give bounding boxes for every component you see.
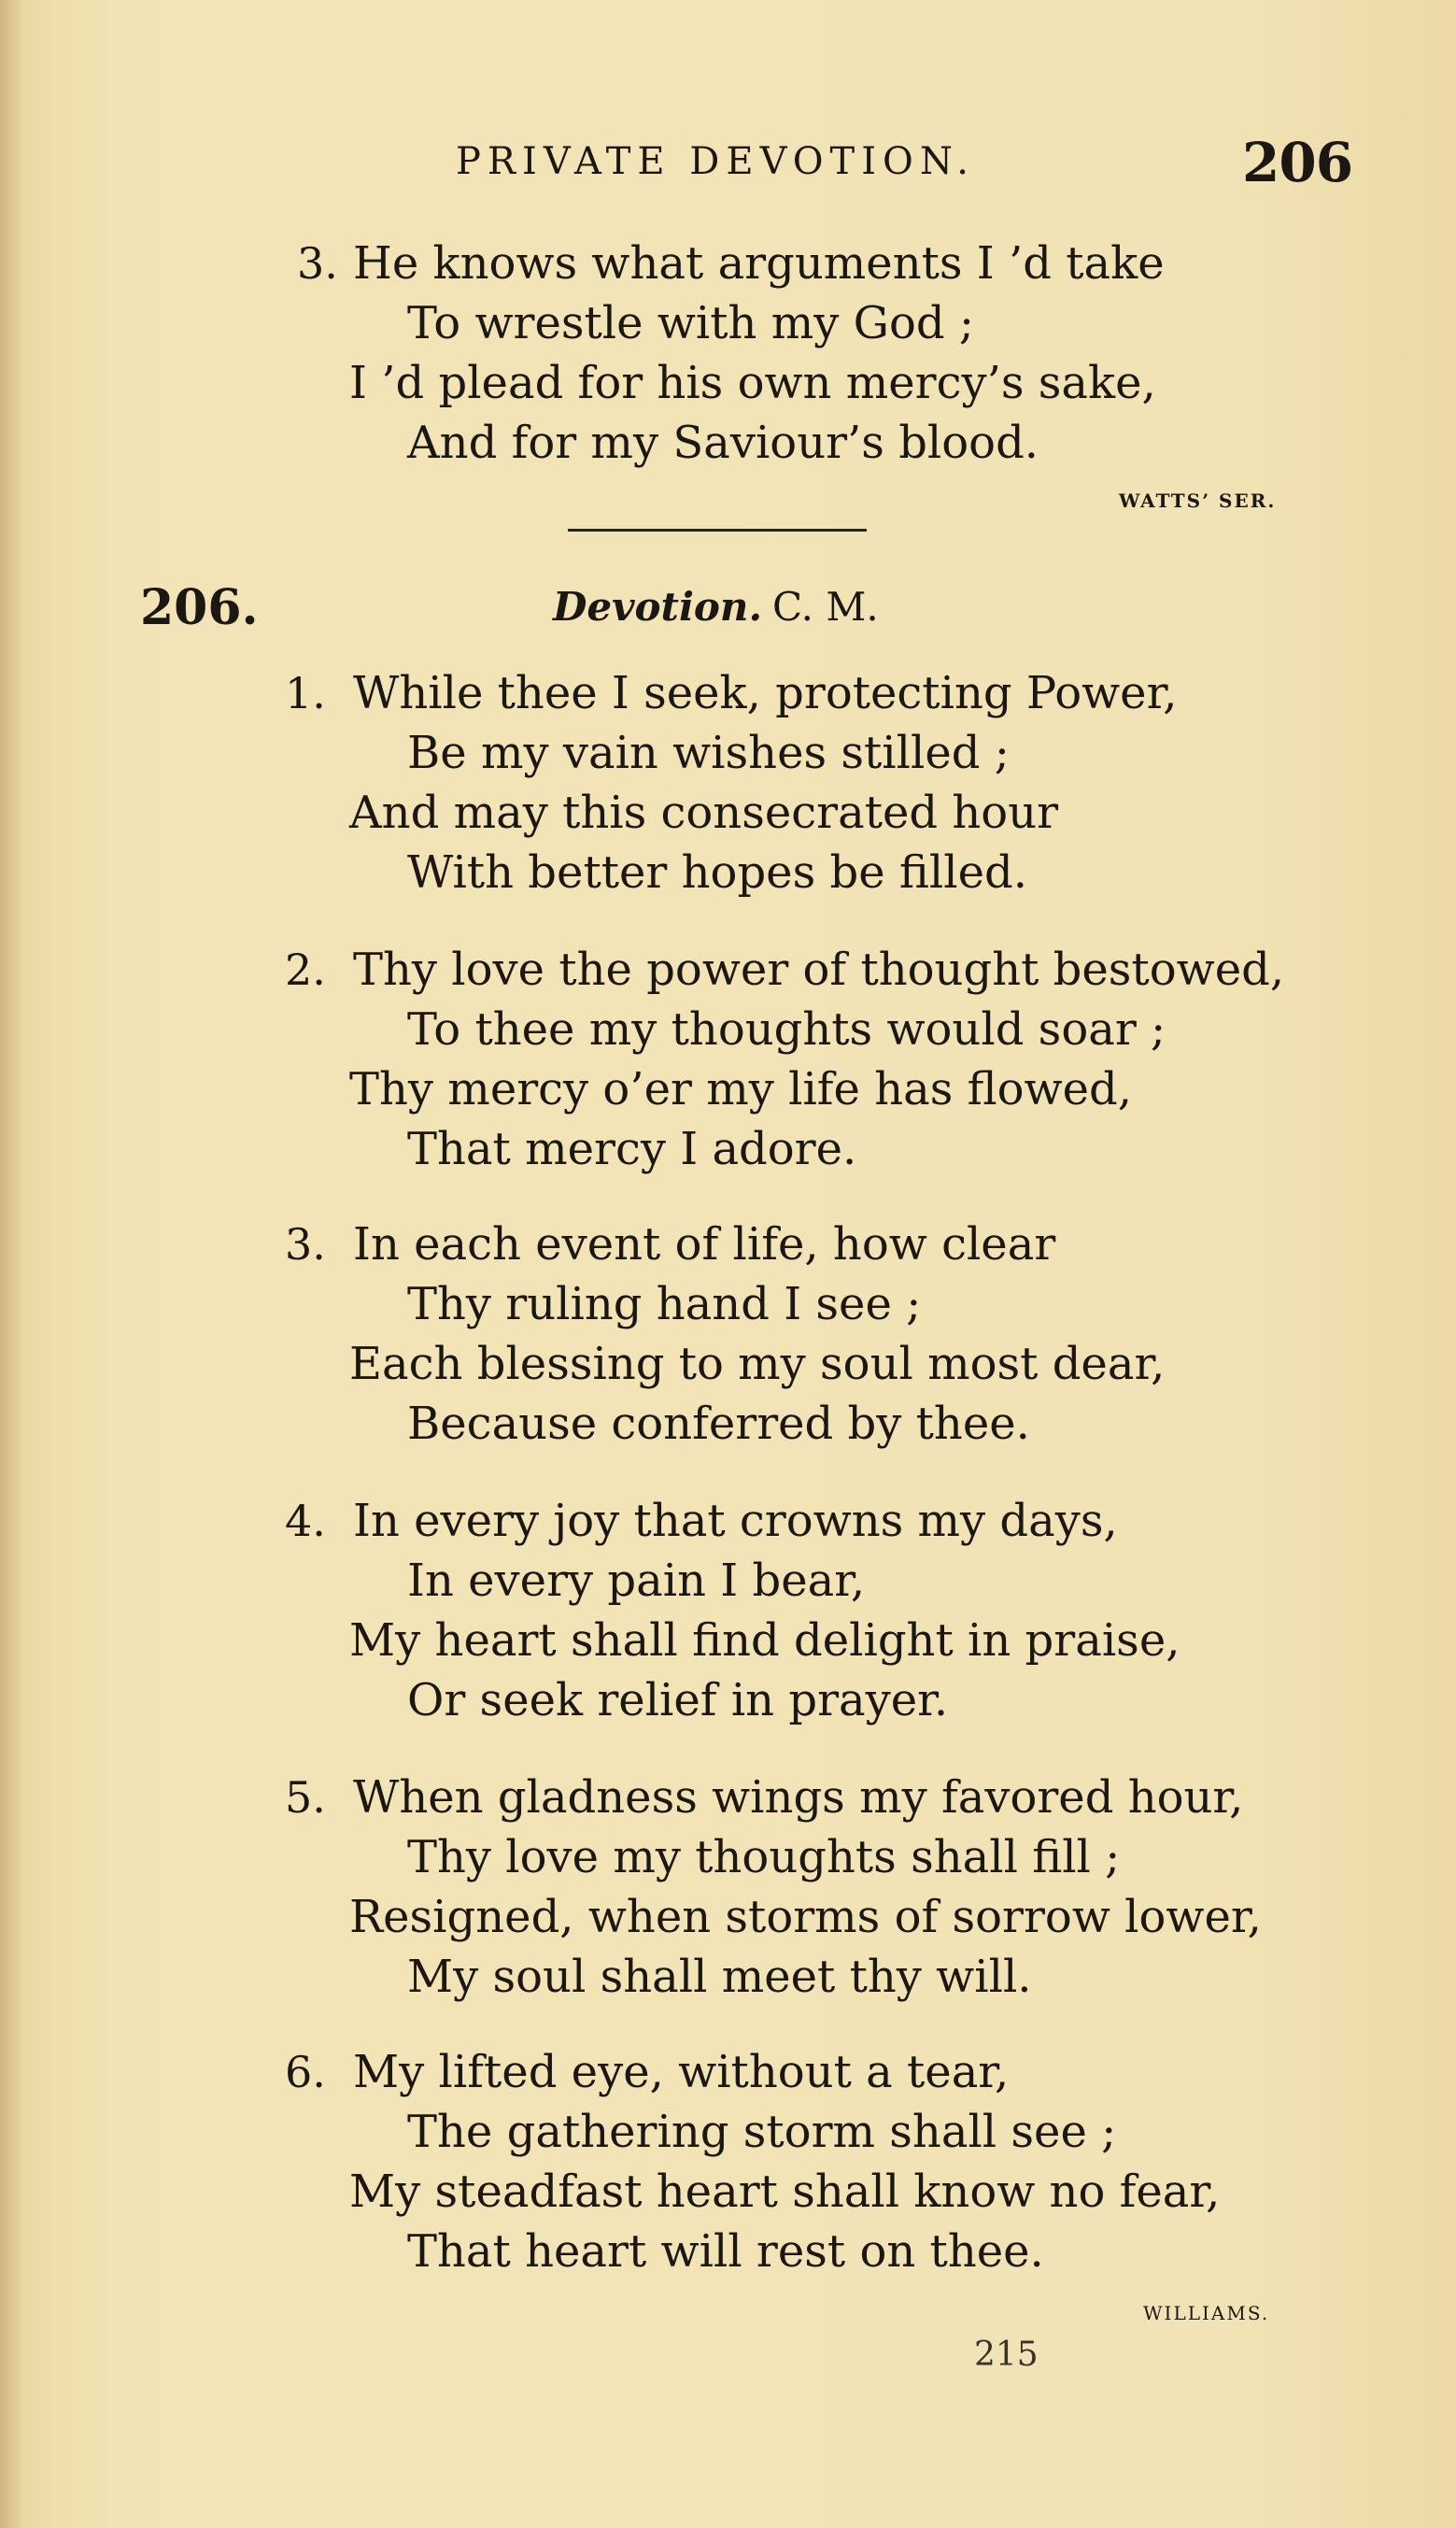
verse-line: He knows what arguments I ’d take [353, 237, 1165, 290]
stanza-number: 4. [285, 1496, 326, 1546]
stanza-number: 5. [285, 1772, 326, 1823]
page-number: 206 [1242, 131, 1353, 194]
attribution: WILLIAMS. [1143, 2302, 1270, 2324]
verse-line: My steadfast heart shall know no fear, [349, 2166, 1221, 2218]
verse-line: My heart shall find delight in praise, [349, 1614, 1180, 1667]
verse-line: To thee my thoughts would soar ; [407, 1003, 1166, 1056]
verse-line: Thy love the power of thought bestowed, [353, 944, 1285, 996]
verse-line: Be my vain wishes stilled ; [407, 727, 1010, 779]
verse-line: The gathering storm shall see ; [407, 2106, 1117, 2158]
hymn-meter: C. M. [772, 584, 879, 630]
verse-line: When gladness wings my favored hour, [353, 1771, 1244, 1824]
attribution: WATTS’ SER. [1119, 490, 1277, 512]
stanza-number: 1. [285, 668, 326, 718]
verse-line: Each blessing to my soul most dear, [349, 1338, 1166, 1390]
verse-line: In every pain I bear, [407, 1555, 866, 1607]
stanza-number: 3. [297, 238, 338, 289]
stanza-number: 2. [285, 944, 326, 995]
verse-line: That mercy I adore. [407, 1123, 857, 1175]
page-header [0, 131, 1456, 206]
hymn-title: Devotion. [553, 584, 763, 630]
verse-line: To wrestle with my God ; [407, 297, 975, 349]
verse-line: Resigned, when storms of sorrow lower, [349, 1891, 1262, 1943]
section-divider [568, 529, 867, 532]
verse-line: While thee I seek, protecting Power, [353, 667, 1178, 719]
running-title: PRIVATE DEVOTION. [456, 140, 975, 183]
verse-line: That heart will rest on thee. [407, 2225, 1044, 2278]
verse-line: My lifted eye, without a tear, [353, 2046, 1010, 2098]
stanza-number: 6. [285, 2047, 326, 2097]
verse-line: Thy mercy o’er my life has flowed, [349, 1063, 1133, 1115]
verse-line: My soul shall meet thy will. [407, 1951, 1032, 2003]
verse-line: Thy love my thoughts shall fill ; [407, 1831, 1121, 1883]
verse-line: And may this consecrated hour [349, 787, 1059, 839]
page-edge-shadow [0, 0, 21, 2528]
verse-line: Thy ruling hand I see ; [407, 1278, 922, 1330]
hymn-number: 206. [140, 579, 259, 636]
verse-line: I ’d plead for his own mercy’s sake, [349, 357, 1156, 409]
folio: 215 [974, 2336, 1039, 2374]
verse-line: Or seek relief in prayer. [407, 1674, 949, 1726]
verse-line: In every joy that crowns my days, [353, 1495, 1118, 1547]
verse-line: In each event of life, how clear [353, 1218, 1056, 1271]
stanza-number: 3. [285, 1219, 326, 1270]
verse-line: And for my Saviour’s blood. [407, 417, 1039, 469]
verse-line: Because conferred by thee. [407, 1398, 1030, 1450]
verse-line: With better hopes be filled. [407, 846, 1027, 899]
